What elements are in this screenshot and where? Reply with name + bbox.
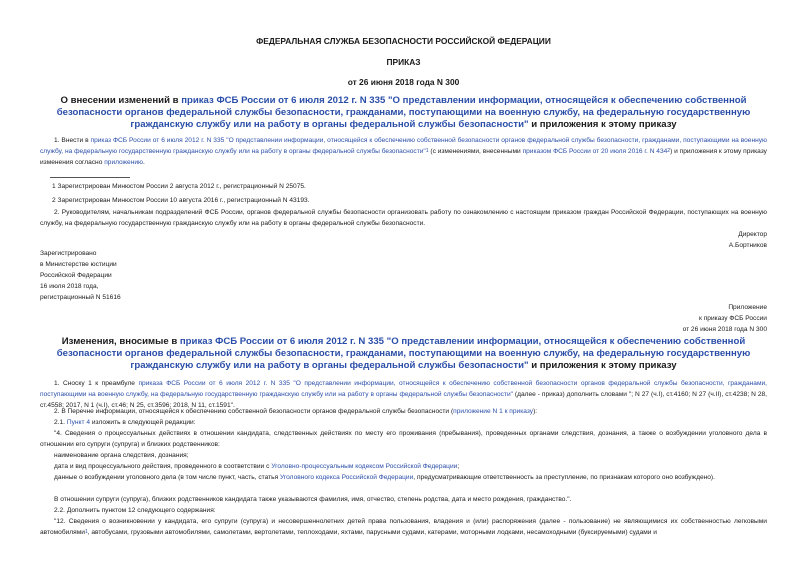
- amendment-2: 2. В Перечне информации, относящейся к обеспечению собственной безопасности органов федеральной службы безопасности (приложение N 1 к приказу):: [54, 408, 538, 415]
- link-order-434[interactable]: приказом ФСБ России от 20 июля 2016 г. N 434: [522, 148, 668, 155]
- paragraph-2: 2. Руководителям, начальникам подразделений ФСБ России, органов федеральной службы безопасности организовать работу по ознакомлению с настоящим приказом граждан Российской Федерации, поступающих на военную службу, на федеральную государственную гражданскую службу или на работу в органы федеральной службы безопасности.: [40, 209, 767, 227]
- registration-line: Зарегистрировано: [40, 250, 97, 257]
- document-title: [40, 95, 767, 131]
- registration-line: в Министерстве юстиции: [40, 261, 117, 268]
- link-point-4[interactable]: Пункт 4: [66, 419, 90, 426]
- quote-point-4: "4. Сведения о процессуальных действиях в отношении кандидата, следственных действиях по месту его проживания (пребывания), проведенных органами следствия, дознания, а также о возбуждении уголовного дела в отношении его супруги (супруга) и близких родственников:: [40, 430, 767, 448]
- link-appendix[interactable]: приложению: [104, 159, 143, 166]
- registration-block: [40, 248, 121, 303]
- document-date-number: от 26 июня 2018 года N 300: [347, 77, 460, 87]
- link-criminal-code[interactable]: Уголовного кодекса Российской Федерации: [280, 474, 414, 481]
- link-order-335[interactable]: приказ ФСБ России от 6 июля 2012 г. N 335 "О представлении информации, относящейся к обеспечению собственной безопасности органов федеральной службы безопасности, гражданами, поступающими на военную службу, на федеральную государственную гражданскую службу или на работу в органы федеральной службы безопасности": [40, 137, 767, 155]
- amendment-1: 1. Сноску 1 к преамбуле приказа ФСБ России от 6 июля 2012 г. N 335 "О представлении информации, относящейся к обеспечению собственной безопасности органов федеральной службы безопасности, гражданами, поступающими на военную службу, на федеральную государственную гражданскую службу или на работу в органы федеральной службы безопасности" (далее - приказ) дополнить словами "; N 27 (ч.I), ст.4160; N 27 (ч.II), ст.4238; N 28, ст.4558; 2017, N 1 (ч.I), ст.46; N 25, ст.3596; 2018, N 11, ст.1591".: [40, 380, 768, 409]
- quote-point-12: "12. Сведения о возникновении у кандидата, его супруги (супруга) и несовершеннолетних детей права пользования, владения и (или) распоряжения (далее - пользование) не являющимися их собственностью легковыми автомобилями$^1$, автобусами, грузовыми автомобилями, самолетами, вертолетами, теплоходами, яхтами, парусными судами, катерами, моторными лодками, несамоходными (буксируемыми) судами и: [40, 518, 767, 536]
- link-order-335-preamble[interactable]: приказа ФСБ России от 6 июля 2012 г. N 335 "О представлении информации, относящейся к обеспечению собственной безопасности органов федеральной службы безопасности, гражданами, поступающими на военную службу, на федеральную государственную гражданскую службу или на работу в органы федеральной службы безопасности": [40, 380, 768, 398]
- footnote-ref-2[interactable]: 2: [667, 148, 671, 154]
- registration-line: 16 июля 2018 года,: [40, 283, 99, 290]
- signature-position: Директор: [738, 231, 767, 238]
- quote-point-4-a: наименование органа следствия, дознания;: [54, 452, 189, 459]
- appendix-line: к приказу ФСБ России: [698, 315, 767, 322]
- agency-heading: ФЕДЕРАЛЬНАЯ СЛУЖБА БЕЗОПАСНОСТИ РОССИЙСКОЙ ФЕДЕРАЦИИ: [256, 36, 551, 46]
- registration-line: Российской Федерации: [40, 272, 112, 279]
- paragraph-1: 1. Внести в приказ ФСБ России от 6 июля 2012 г. N 335 "О представлении информации, относящейся к обеспечению собственной безопасности органов федеральной службы безопасности, гражданами, поступающими на военную службу, на федеральную государственную гражданскую службу или на работу в органы федеральной службы безопасности"$^1$ (с изменениями, внесенными приказом ФСБ России от 20 июля 2016 г. N $434^2$) и приложения к этому приказу изменения согласно приложению.: [40, 137, 767, 166]
- registration-line: регистрационный N 51616: [40, 294, 121, 301]
- title-suffix: и приложения к этому приказу: [528, 119, 677, 130]
- appendix-title-link[interactable]: приказ ФСБ России от 6 июля 2012 г. N 335 "О представлении информации, относящейся к обеспечению собственной безопасности органов федеральной службы безопасности, гражданами, поступающими на военную службу, на федеральную государственную гражданскую службу или на работу в органы федеральной службы безопасности": [56, 336, 751, 371]
- amendment-2-1: 2.1. Пункт 4 изложить в следующей редакции:: [54, 419, 196, 426]
- quote-point-4-c: данные о возбуждении уголовного дела (в том числе пункт, часть, статья Уголовного кодекса Российской Федерации, предусматривающие ответственность за преступление, по признакам которого оно возбуждено).: [54, 474, 715, 481]
- amendment-2-2: 2.2. Дополнить пунктом 12 следующего содержания:: [54, 507, 216, 514]
- title-prefix: О внесении изменений в: [60, 95, 182, 106]
- appendix-header: [683, 302, 767, 335]
- signature-block: [729, 229, 767, 251]
- footnote-ref-12[interactable]: 1: [84, 529, 88, 535]
- footnote-divider: [50, 177, 130, 178]
- footnote-ref-1[interactable]: 1: [425, 148, 429, 154]
- title-link-order-335[interactable]: приказ ФСБ России от 6 июля 2012 г. N 335 "О представлении информации, относящейся к обеспечению собственной безопасности органов федеральной службы безопасности, гражданами, поступающими на военную службу, на федеральную государственную гражданскую службу или на работу в органы федеральной службы безопасности": [56, 95, 751, 130]
- link-appendix-1[interactable]: приложение N 1 к приказу: [453, 408, 534, 415]
- link-criminal-procedure-code[interactable]: Уголовно-процессуальным кодексом Российской Федерации: [271, 463, 458, 470]
- document-type: ПРИКАЗ: [386, 57, 421, 67]
- quote-point-4-d: В отношении супруги (супруга), близких родственников кандидата также указываются фамилия, имя, отчество, степень родства, дата и место рождения, гражданство.".: [54, 496, 572, 503]
- footnote-2: 2 Зарегистрирован Минюстом России 10 августа 2016 г., регистрационный N 43193.: [52, 197, 310, 204]
- appendix-title: Изменения, вносимые в приказ ФСБ России от 6 июля 2012 г. N 335 "О представлении информации, относящейся к обеспечению собственной безопасности органов федеральной службы безопасности, гражданами, поступающими на военную службу, на федеральную государственную гражданскую службу или на работу в органы федеральной службы безопасности" и приложения к этому приказу: [56, 336, 751, 371]
- appendix-line: от 26 июня 2018 года N 300: [682, 326, 767, 333]
- footnote-1: 1 Зарегистрирован Минюстом России 2 августа 2012 г., регистрационный N 25075.: [52, 183, 306, 190]
- quote-point-4-b: дата и вид процессуального действия, проведенного в соответствии с Уголовно-процессуальным кодексом Российской Федерации;: [54, 463, 460, 470]
- signature-name: А.Бортников: [728, 242, 767, 249]
- appendix-line: Приложение: [728, 304, 767, 311]
